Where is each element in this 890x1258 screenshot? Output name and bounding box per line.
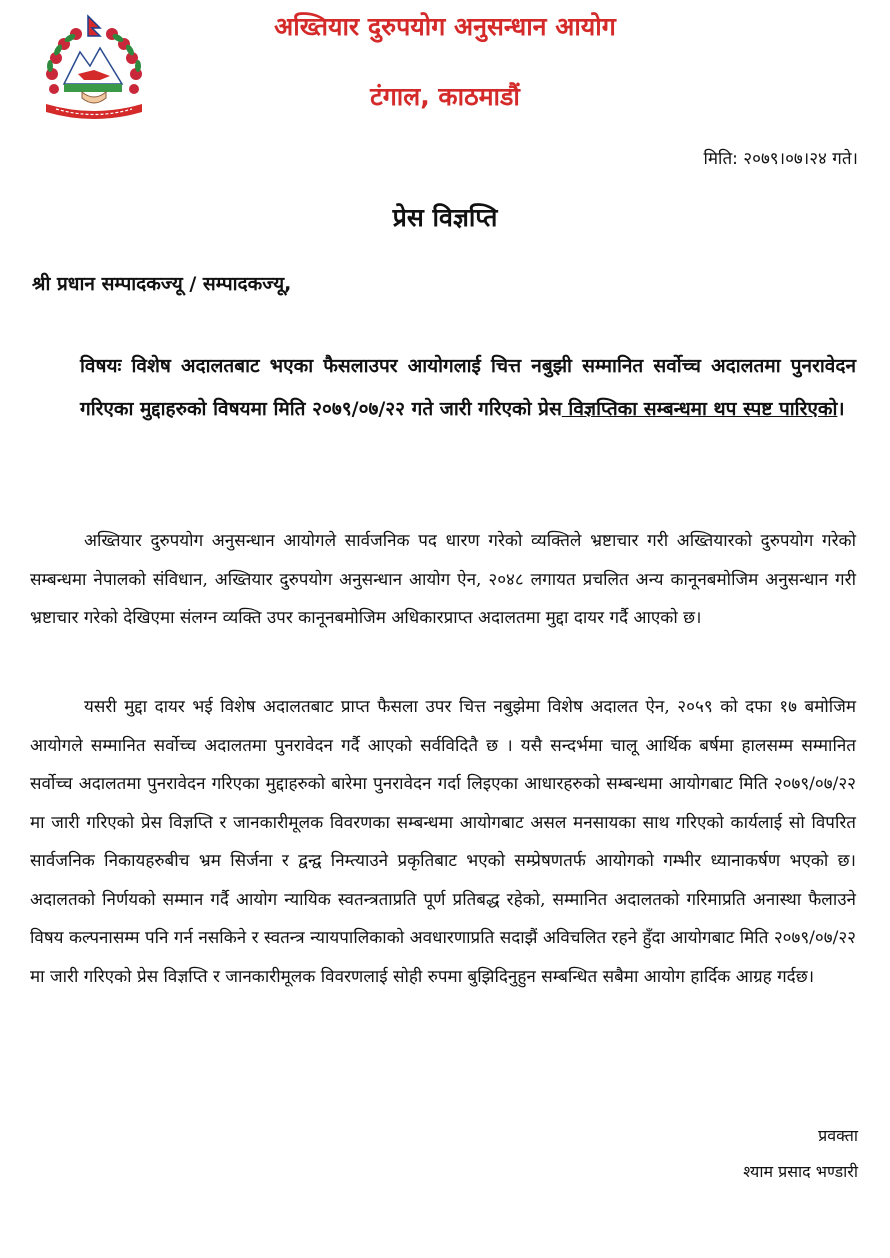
date-line: मिति: २०७९।०७।२४ गते। — [703, 149, 858, 169]
salutation: श्री प्रधान सम्पादकज्यू / सम्पादकज्यू, — [32, 273, 292, 295]
signatory-role: प्रवक्ता — [818, 1126, 858, 1145]
subject-underlined-text: विज्ञप्तिका सम्बन्धमा थप स्पष्ट पारिएको — [561, 398, 838, 420]
subject-text: विशेष अदालतबाट भएका फैसलाउपर आयोगलाई चित्त नबुझी सम्मानित सर्वोच्च अदालतमा पुनरावेदन गरिएका मुद्दाहरुको विषयमा मिति २०७९/०७/२२ गते जारी गरिएको प्रेस — [80, 355, 856, 420]
signatory-name: श्याम प्रसाद भण्डारी — [743, 1162, 858, 1181]
subject-end: । — [837, 398, 845, 420]
body-paragraph-2: यसरी मुद्दा दायर भई विशेष अदालतबाट प्राप्त फैसला उपर चित्त नबुझेमा विशेष अदालत ऐन, २०५९ को दफा १७ बमोजिम आयोगले सम्मानित सर्वोच्च अदालतमा पुनरावेदन गर्दै आएको सर्वविदितै छ । यसै सन्दर्भमा चालू आर्थिक बर्षमा हालसम्म सम्मानित सर्वोच्च अदालतमा पुनरावेदन गरिएका मुद्दाहरुको बारेमा पुनरावेदन गर्दा लिइएका आधारहरुको सम्बन्धमा आयोगबाट मिति २०७९/०७/२२ मा जारी गरिएको प्रेस विज्ञप्ति र जानकारीमूलक विवरणका सम्बन्धमा आयोगबाट असल मनसायका साथ गरिएको कार्यलाई सो विपरित सार्वजनिक निकायहरुबीच भ्रम सिर्जना र द्वन्द्व निम्त्याउने प्रकृतिबाट भएको सम्प्रेषणतर्फ आयोगको गम्भीर ध्यानाकर्षण भएको छ। अदालतको निर्णयको सम्मान गर्दै आयोग न्यायिक स्वतन्त्रताप्रति पूर्ण प्रतिबद्ध रहेको, सम्मानित अदालतको गरिमाप्रति अनास्था फैलाउने विषय कल्पनासम्म पनि गर्न नसकिने र स्वतन्त्र न्यायपालिकाको अवधारणाप्रति सदाझैं अविचलित रहने हुँदा आयोगबाट मिति २०७९/०७/२२ मा जारी गरिएको प्रेस विज्ञप्ति र जानकारीमूलक विवरणलाई सोही रुपमा बुझिदिनुहुन सम्बन्धित सबैमा आयोग हार्दिक आग्रह गर्दछ। — [30, 697, 856, 987]
page-title: प्रेस विज्ञप्ति — [392, 203, 498, 232]
body-paragraph-1: अख्तियार दुरुपयोग अनुसन्धान आयोगले सार्वजनिक पद धारण गरेको व्यक्तिले भ्रष्टाचार गरी अख्तियारको दुरुपयोग गरेको सम्बन्धमा नेपालको संविधान, अख्तियार दुरुपयोग अनुसन्धान आयोग ऐन, २०४८ लगायत प्रचलित अन्य कानूनबमोजिम अनुसन्धान गरी भ्रष्टाचार गरेको देखिएमा संलग्न व्यक्ति उपर कानूनबमोजिम अधिकारप्राप्त अदालतमा मुद्दा दायर गर्दै आएको छ। — [30, 531, 856, 628]
nepal-government-emblem-icon — [38, 14, 150, 124]
subject-block — [80, 345, 856, 431]
subject-label: विषयः — [80, 355, 122, 377]
organization-location: टंगाल, काठमाडौं — [370, 82, 520, 111]
organization-name: अख्तियार दुरुपयोग अनुसन्धान आयोग — [274, 12, 616, 41]
